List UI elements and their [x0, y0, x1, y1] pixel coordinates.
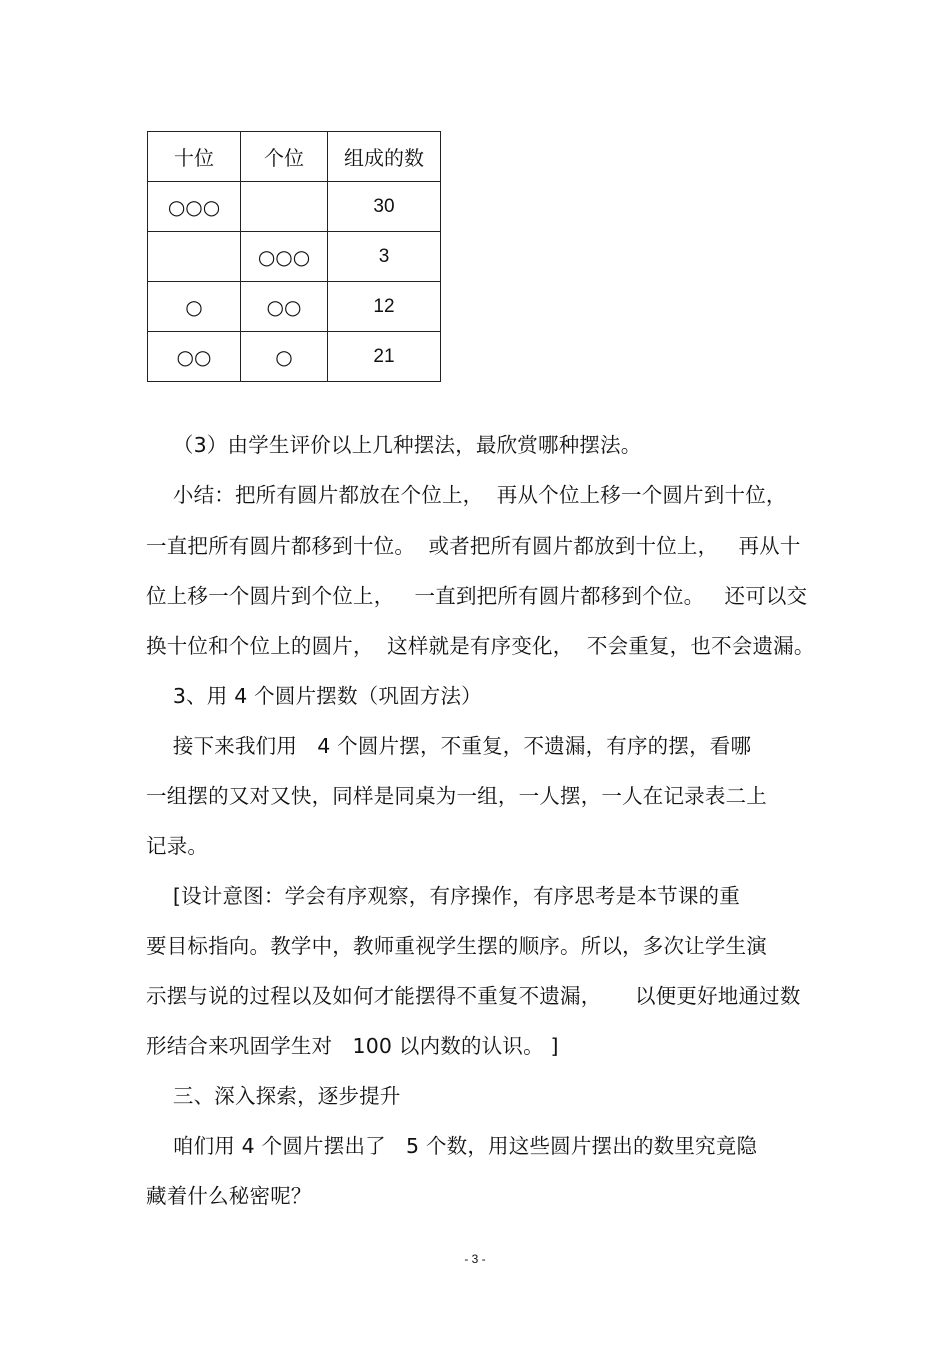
cell-number: 3: [328, 232, 441, 282]
table-row: [148, 282, 441, 332]
cell-number: 30: [328, 182, 441, 232]
paragraph-line: 藏着什么秘密呢？: [146, 1184, 312, 1208]
cell-number: 21: [328, 332, 441, 382]
paragraph-line: 要目标指向。教学中，教师重视学生摆的顺序。所以，多次让学生演: [146, 934, 767, 958]
cell-tens: [148, 232, 241, 282]
header-ones: 个位: [241, 132, 328, 182]
paragraph-line: 一直把所有圆片都移到十位。 或者把所有圆片都放到十位上， 再从十: [146, 534, 801, 558]
paragraph-line: 咱们用 4 个圆片摆出了 5 个数，用这些圆片摆出的数里究竟隐: [146, 1134, 758, 1158]
section-heading: 三、深入探索，逐步提升: [146, 1084, 401, 1108]
paragraph-line: [设计意图：学会有序观察，有序操作，有序思考是本节课的重: [146, 884, 740, 908]
table-row: [148, 182, 441, 232]
paragraph-line: 示摆与说的过程以及如何才能摆得不重复不遗漏， 以便更好地通过数: [146, 984, 801, 1008]
paragraph-line: 小结：把所有圆片都放在个位上， 再从个位上移一个圆片到十位，: [146, 483, 787, 507]
cell-ones: ○: [241, 332, 328, 382]
cell-ones: ○○: [241, 282, 328, 332]
cell-number: 12: [328, 282, 441, 332]
cell-ones: ○○○: [241, 232, 328, 282]
section-heading: 3、用 4 个圆片摆数（巩固方法）: [146, 684, 482, 708]
paragraph-line: 换十位和个位上的圆片， 这样就是有序变化， 不会重复，也不会遗漏。: [146, 634, 815, 658]
table-row: [148, 332, 441, 382]
table-header-row: [148, 132, 441, 182]
cell-tens: ○: [148, 282, 241, 332]
page-number: - 3 -: [464, 1252, 486, 1266]
cell-tens: ○○: [148, 332, 241, 382]
paragraph-line: 位上移一个圆片到个位上， 一直到把所有圆片都移到个位。 还可以交: [146, 584, 808, 608]
paragraph-line: 记录。: [146, 834, 209, 858]
header-tens: 十位: [148, 132, 241, 182]
paragraph-line: 接下来我们用 4 个圆片摆，不重复，不遗漏，有序的摆，看哪: [146, 734, 752, 758]
place-value-table: [147, 131, 441, 382]
paragraph-line: 形结合来巩固学生对 100 以内数的认识。 ]: [146, 1034, 559, 1058]
cell-ones: [241, 182, 328, 232]
table-row: [148, 232, 441, 282]
paragraph-line: （3）由学生评价以上几种摆法，最欣赏哪种摆法。: [146, 433, 642, 457]
header-number: 组成的数: [328, 132, 441, 182]
cell-tens: ○○○: [148, 182, 241, 232]
paragraph-line: 一组摆的又对又快，同样是同桌为一组，一人摆，一人在记录表二上: [146, 784, 767, 808]
